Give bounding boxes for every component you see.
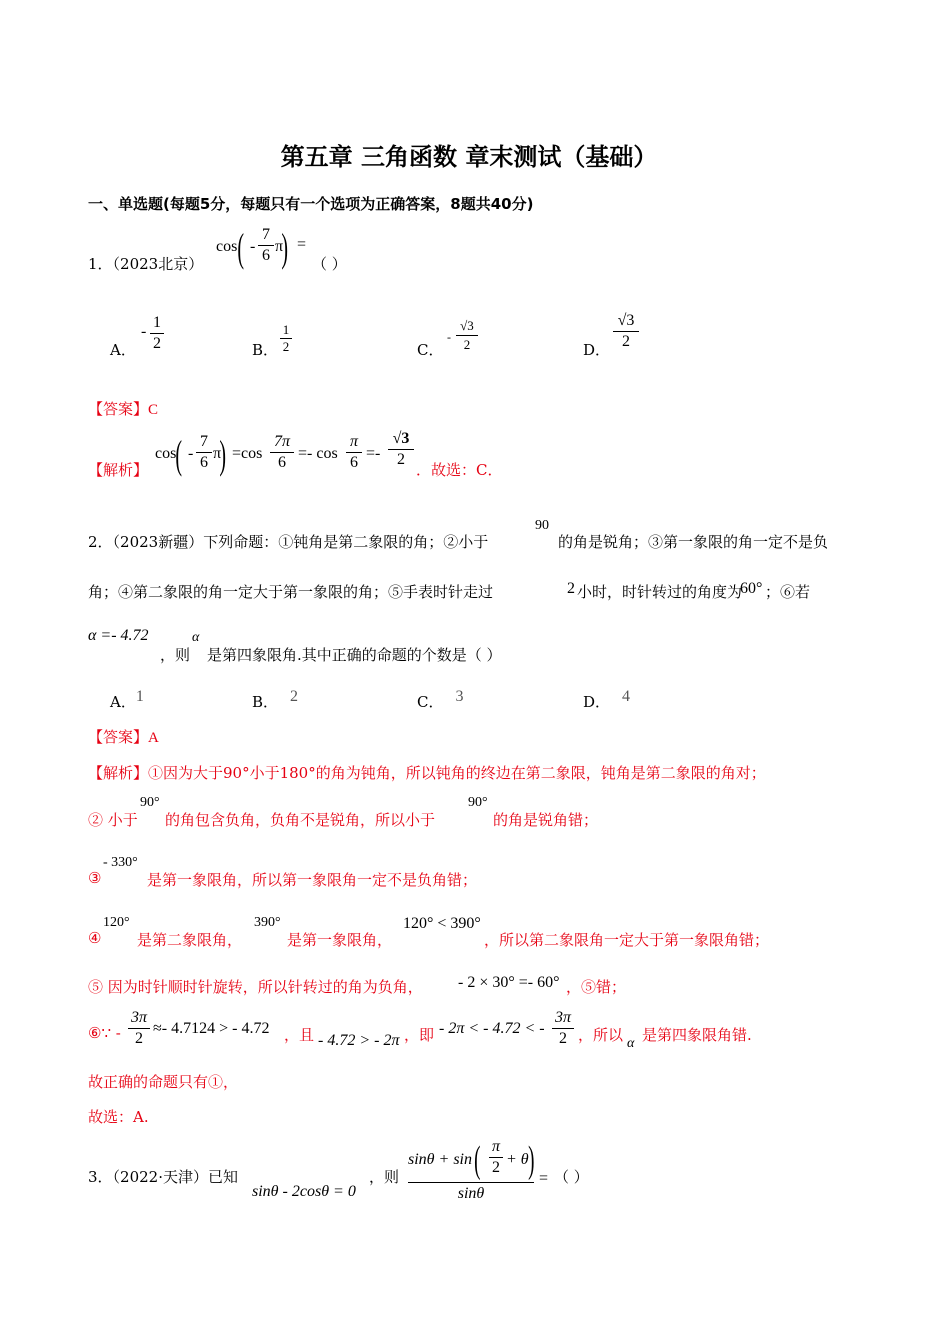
q1-analysis-mid2: =- cos — [298, 445, 338, 462]
q2-option-c: C． 3 — [417, 688, 464, 711]
q2-line2-c: ；⑥若 — [765, 583, 811, 601]
q3-num-frac: π 2 — [489, 1138, 503, 1177]
q2-analysis-line1: 【解析】①因为大于90°小于180°的角为钝角，所以钝角的终边在第二象限，钝角是第二象限的角对； — [88, 764, 766, 782]
q3-blank: （ ） — [554, 1168, 589, 1186]
q1-analysis-rparen: ) — [219, 432, 226, 477]
q2-alpha-eq: α =- 4.72 — [88, 627, 149, 644]
q2-line2-deg: 60° — [740, 580, 763, 597]
q1-option-d-frac: √3 2 — [613, 312, 639, 351]
q2-line2-num: 2 — [567, 580, 575, 597]
q2-analysis-line5-b: ，⑤错； — [566, 978, 627, 996]
q1-option-a-label: A． — [110, 341, 136, 359]
q2-analysis-neg330: - 330° — [103, 855, 138, 870]
q2-analysis-line2-b: 的角包含负角，负角不是锐角，所以小于 — [165, 811, 436, 829]
q2-analysis-approx: ≈- 4.7124 > - 4.72 — [153, 1020, 270, 1037]
q2-analysis-line7: 故正确的命题只有①， — [88, 1073, 239, 1091]
q2-analysis-calc: - 2 × 30° =- 60° — [458, 974, 560, 991]
q1-analysis-mid3: =- — [366, 445, 381, 462]
q3-num-tail: + θ — [506, 1151, 529, 1168]
q2-line3-a: ，则 — [160, 646, 191, 664]
q2-line3-b: 是第四象限角.其中正确的命题的个数是（ ） — [207, 646, 502, 664]
q2-analysis-line5-a: ⑤ 因为时针顺时针旋转，所以针转过的角为负角， — [88, 978, 423, 996]
q2-analysis-line2-c: 的角是锐角错； — [493, 811, 599, 829]
q1-fraction: 7 6 — [258, 226, 274, 265]
q1-option-c-frac: √3 2 — [456, 318, 478, 353]
q2-option-b: B． 2 — [252, 688, 299, 711]
q1-option-b-frac: 1 2 — [280, 323, 292, 354]
q2-analysis-frac2: 3π 2 — [552, 1009, 574, 1048]
section-heading: 一、单选题(每题5分，每题只有一个选项为正确答案，8题共40分) — [88, 195, 534, 213]
q2-analysis-frac1: 3π 2 — [128, 1009, 150, 1048]
q2-analysis-line3-b: 是第一象限角，所以第一象限角一定不是负角错； — [147, 871, 478, 889]
q1-pi: π — [275, 238, 284, 255]
q2-option-a: A．1 — [110, 688, 144, 711]
q2-analysis-line6-e: 是第四象限角错. — [642, 1026, 752, 1044]
q3-fraction — [408, 1138, 534, 1203]
q2-option-d: D． 4 — [583, 688, 631, 711]
q2-line2-b: 小时，时针转过的角度为 — [577, 583, 743, 601]
q1-analysis-tail: ．故选：C． — [416, 461, 503, 479]
q2-analysis-line4-b: 是第二象限角， — [137, 931, 243, 949]
q2-answer: 【答案】A — [88, 728, 159, 746]
q1-analysis-lparen: ( — [175, 432, 182, 477]
q1-option-a-sign: - — [141, 323, 147, 340]
q3-num-rparen: ) — [528, 1139, 535, 1181]
q2-line3-alpha: α — [192, 630, 200, 645]
q2-analysis-line6-c: ，即 — [404, 1026, 435, 1044]
q3-eq: = — [539, 1170, 549, 1187]
q2-analysis-line6-d: ，所以 — [578, 1026, 624, 1044]
q2-analysis-line3-a: ③ — [88, 869, 102, 887]
q2-analysis-90b: 90° — [468, 795, 488, 810]
q2-line1-deg: 90 — [535, 518, 549, 533]
q2-analysis-alpha: α — [627, 1036, 635, 1051]
page-title: 第五章 三角函数 章末测试（基础） — [280, 143, 658, 171]
q1-option-c-label: C． — [417, 341, 444, 359]
q1-blank: （ ） — [312, 255, 347, 273]
q1-eq: = — [297, 236, 307, 253]
q1-analysis-frac3: √3 2 — [388, 430, 414, 469]
q1-analysis-cos: cos — [155, 445, 177, 462]
q3-condition: sinθ - 2cosθ = 0 — [252, 1183, 356, 1200]
q2-analysis-line6-a: ⑥∵ - — [88, 1024, 121, 1042]
q2-analysis-line4-c: 是第一象限角， — [287, 931, 393, 949]
q1-option-b-label: B． — [252, 341, 279, 359]
q1-analysis-mid1: =cos — [232, 445, 263, 462]
q3-mid: ，则 — [369, 1168, 400, 1186]
q2-analysis-line8: 故选：A. — [88, 1108, 149, 1126]
q3-num-lparen: ( — [474, 1139, 481, 1181]
q1-lparen: ( — [237, 225, 244, 270]
q2-line2-a: 角；④第二象限的角一定大于第一象限的角；⑤手表时针走过 — [88, 583, 494, 601]
q1-rparen: ) — [281, 225, 288, 270]
q3-prefix: 3．（2022·天津）已知 — [88, 1168, 238, 1186]
q2-analysis-ineq2: - 2π < - 4.72 < - — [439, 1020, 545, 1037]
q3-numerator: sinθ + sin — [408, 1151, 472, 1168]
q1-option-d-label: D． — [583, 341, 611, 359]
q1-option-a-frac: 1 2 — [150, 314, 164, 353]
q1-stem: 1．（2023北京） — [88, 255, 204, 273]
q1-analysis-tag: 【解析】 — [88, 461, 149, 479]
q2-analysis-390: 390° — [254, 915, 281, 930]
q2-line1-b: 的角是锐角；③第一象限的角一定不是负 — [558, 533, 829, 551]
q1-analysis-frac1: 7π 6 — [270, 433, 294, 472]
q2-analysis-120: 120° — [103, 915, 130, 930]
q1-analysis-frac2: π 6 — [346, 433, 362, 472]
q1-analysis-frac0: 7 6 — [196, 433, 212, 472]
q1-minus: - — [250, 238, 256, 255]
q2-analysis-line4-a: ④ — [88, 929, 102, 947]
q1-option-c-sign: - — [447, 330, 451, 344]
q1-cos: cos — [216, 238, 238, 255]
q1-answer: 【答案】C — [88, 400, 159, 418]
q3-denominator: sinθ — [457, 1185, 485, 1202]
q2-analysis-line4-d: ，所以第二象限角一定大于第一象限角错； — [484, 931, 770, 949]
q2-analysis-cmp: 120° < 390° — [403, 915, 481, 932]
q2-analysis-ineq1: - 4.72 > - 2π — [318, 1032, 400, 1049]
q2-line1-a: 2．（2023新疆）下列命题：①钝角是第二象限的角；②小于 — [88, 533, 489, 551]
q1-analysis-pi: π — [213, 445, 222, 462]
q2-analysis-line2-a: ② 小于 — [88, 811, 138, 829]
q1-analysis-minus: - — [188, 445, 194, 462]
q2-analysis-90a: 90° — [140, 795, 160, 810]
q2-analysis-line6-b: ，且 — [284, 1026, 315, 1044]
